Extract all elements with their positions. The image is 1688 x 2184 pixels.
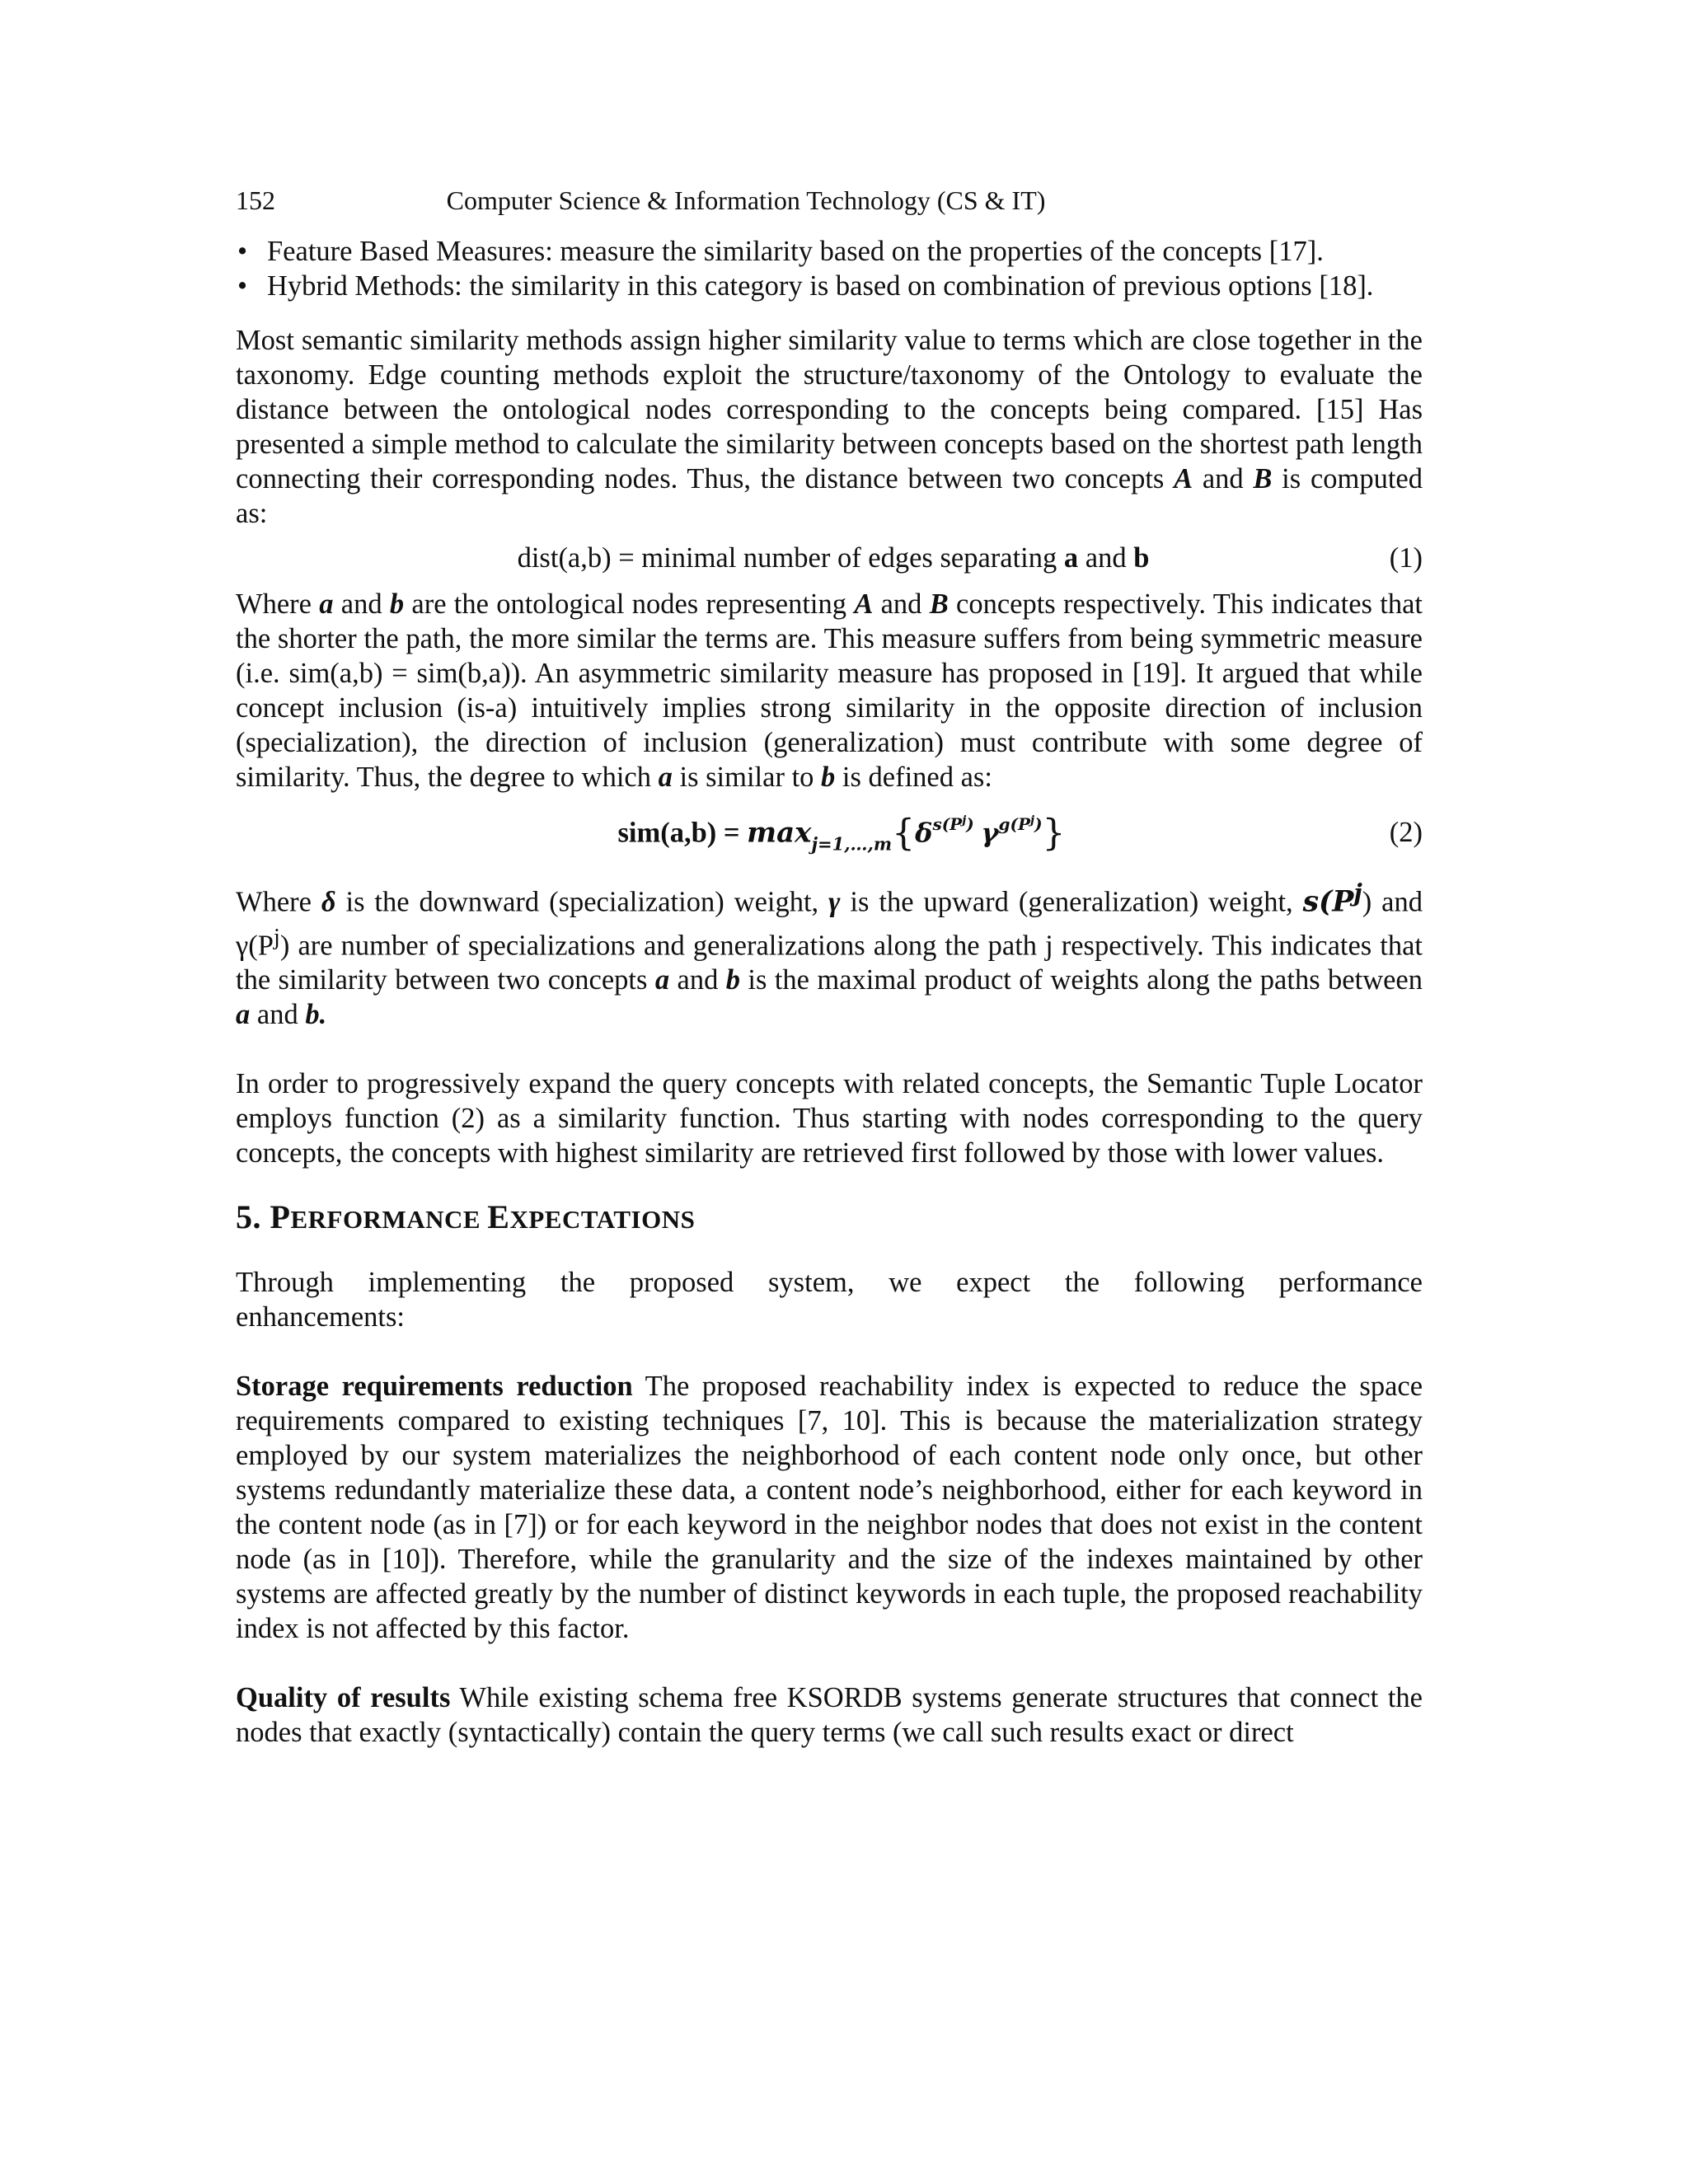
paragraph-asymmetric-measure: Where a and b are the ontological nodes representing A and B concepts respectively. This indicates that the shorter the path, the more similar the terms are. This measure suffers from being symmetric measure (i.e. sim(a,b) = sim(b,a)). An asymmetric similarity measure has proposed in [19]. It argued that while concept inclusion (is-a) intuitively implies strong similarity in the opposite direction of inclusion (specialization), the direction of inclusion (generalization) must contribute with some degree of similarity. Thus, the degree to which a is similar to b is defined as: bbox=[236, 588, 1423, 793]
page-number: 152 bbox=[236, 185, 275, 215]
paragraph-quality-results: Quality of results While existing schema free KSORDB systems generate structures that connect the nodes that exactly (syntactically) contain the query terms (we call such results exact or direct bbox=[236, 1682, 1423, 1748]
equation-2-number: (2) bbox=[1389, 817, 1423, 848]
run-in-title-storage: Storage requirements reduction bbox=[236, 1371, 633, 1402]
paragraph-intro-line2: enhancements: bbox=[236, 1301, 405, 1333]
concept-A: A bbox=[1174, 463, 1193, 494]
concept-B: B bbox=[1253, 463, 1273, 494]
bullet-item-hybrid: • Hybrid Methods: the similarity in this category is based on combination of previous options [18]. bbox=[236, 269, 1423, 303]
run-in-title-quality: Quality of results bbox=[236, 1682, 451, 1713]
page-content bbox=[236, 183, 1423, 1750]
paragraph-intro-line1: Through implementing the proposed system, we expect the following performance bbox=[236, 1267, 1423, 1298]
bullet-item-feature-based: • Feature Based Measures: measure the similarity based on the properties of the concepts [17]. bbox=[236, 234, 1423, 269]
running-header bbox=[236, 183, 1423, 218]
paragraph-semantic-tuple-locator: In order to progressively expand the query concepts with related concepts, the Semantic Tuple Locator employs function (2) as a similarity function. Thus starting with nodes corresponding to the query concepts, the concepts with highest similarity are retrieved first followed by those with lower values. bbox=[236, 1068, 1423, 1169]
journal-title: Computer Science & Information Technology (CS & IT) bbox=[446, 185, 1046, 215]
paragraph-storage-reduction: Storage requirements reduction The proposed reachability index is expected to reduce the space requirements compared to existing techniques [7, 10]. This is because the materialization strategy employed by our system materializes the neighborhood of each content node only once, but other systems redundantly materialize these data, a content node’s neighborhood, either for each keyword in the content node (as in [7]) or for each keyword in the neighbor nodes that does not exist in the content node (as in [10]). Therefore, while the granularity and the size of the indexes maintained by other systems are affected greatly by the number of distinct keywords in each tuple, the proposed reachability index is not affected by this factor. bbox=[236, 1371, 1423, 1644]
equation-2-body: $sim(a,b) = \max_{j=1,\dots,m}\{\delta^{s(P^j)}$ $\gamma^{g(P^j)}$} bbox=[617, 812, 1066, 855]
paragraph-weights: Where δ is the downward (specialization) weight, γ is the upward (generalization) weight, $s(P^j)$ and $\gamma(P^j)$ are number of specializations and generalizations along the path j respectively. This indicates that the similarity between two concepts a and b is the maximal product of weights along the paths between a and b. bbox=[236, 879, 1423, 1030]
equation-1 bbox=[236, 541, 1423, 575]
section-heading-performance: 5. PERFORMANCE EXPECTATIONS bbox=[236, 1198, 696, 1235]
equation-2 bbox=[236, 809, 1423, 855]
equation-1-body: dist(a,b) = minimal number of edges separating a and b bbox=[517, 542, 1150, 574]
equation-1-number: (1) bbox=[1389, 542, 1423, 574]
paragraph-edge-counting: Most semantic similarity methods assign higher similarity value to terms which are close together in the taxonomy. Edge counting methods exploit the structure/taxonomy of the Ontology to evaluate the distance between the ontological nodes corresponding to the concepts being compared. [15] Has presented a simple method to calculate the similarity between concepts based on the shortest path length connecting their corresponding nodes. Thus, the distance between two concepts A and B is computed as: bbox=[236, 325, 1423, 529]
bullet-list bbox=[236, 234, 1423, 303]
